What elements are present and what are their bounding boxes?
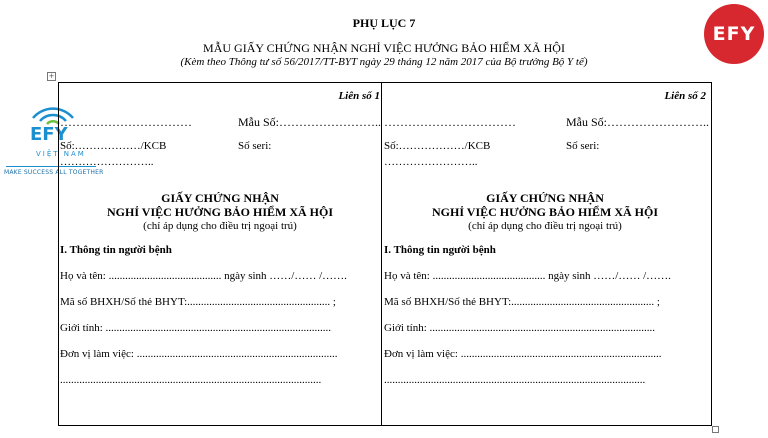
table-move-handle-icon[interactable]: + (48, 72, 55, 80)
efy-logo-text: EFY (712, 23, 756, 45)
page-title: PHỤ LỤC 7 (352, 16, 416, 30)
serial-number: Số seri: (238, 140, 272, 152)
copy-label: Liên số 1 (338, 90, 380, 102)
field-workplace[interactable]: Đơn vị làm việc: ......................................................................... (384, 348, 662, 360)
table-resize-handle-icon[interactable] (712, 426, 719, 433)
cert-scope: (chỉ áp dụng cho điều trị ngoại trú) (143, 220, 297, 232)
field-gender[interactable]: Giới tính: .................................................................................. (384, 322, 656, 334)
cert-subtitle: NGHỈ VIỆC HƯỞNG BẢO HIỂM XÃ HỘI (106, 205, 334, 219)
dots-line: …………………….. (384, 156, 478, 168)
kcb-number: Số:………………/KCB (384, 140, 491, 152)
kcb-number: Số:………………/KCB (60, 140, 167, 152)
cert-scope: (chỉ áp dụng cho điều trị ngoại trú) (468, 220, 622, 232)
field-name-dob[interactable]: Họ và tên: ......................................... ngày sinh ……/…… /……. (60, 270, 347, 282)
form-number: Mẫu Số:…………………….. (238, 115, 382, 129)
dots-line: …………………….. (60, 156, 154, 168)
cert-title: GIẤY CHỨNG NHẬN (161, 191, 279, 205)
field-insurance-number[interactable]: Mã số BHXH/Số thẻ BHYT:.................................................... ; (60, 296, 336, 308)
field-insurance-number[interactable]: Mã số BHXH/Số thẻ BHYT:.................................................... ; (384, 296, 660, 308)
cert-subtitle: NGHỈ VIỆC HƯỞNG BẢO HIỂM XÃ HỘI (431, 205, 659, 219)
watermark-tagline: MAKE SUCCESS ALL TOGETHER (4, 169, 104, 176)
serial-number: Số seri: (566, 140, 600, 152)
org-line: …………………………… (384, 115, 516, 129)
section-heading: I. Thông tin người bệnh (384, 244, 496, 256)
page-subtitle: MẪU GIẤY CHỨNG NHẬN NGHỈ VIỆC HƯỞNG BẢO HIỂM XÃ HỘI (203, 41, 565, 55)
table-column-divider (381, 82, 382, 426)
watermark-sub: VIỆT NAM (36, 150, 86, 158)
field-blank-line[interactable]: ............................................................................................... (60, 374, 322, 386)
copy-label: Liên số 2 (664, 90, 706, 102)
page-note: (Kèm theo Thông tư số 56/2017/TT-BYT ngày 29 tháng 12 năm 2017 của Bộ trưởng Bộ Y tế) (180, 56, 588, 68)
org-line: …………………………… (60, 115, 192, 129)
form-number: Mẫu Số:…………………….. (566, 115, 710, 129)
field-name-dob[interactable]: Họ và tên: ......................................... ngày sinh ……/…… /……. (384, 270, 671, 282)
watermark-text: EFY (30, 124, 68, 145)
cert-title: GIẤY CHỨNG NHẬN (486, 191, 604, 205)
field-blank-line[interactable]: ............................................................................................... (384, 374, 646, 386)
section-heading: I. Thông tin người bệnh (60, 244, 172, 256)
efy-logo (704, 4, 764, 64)
field-workplace[interactable]: Đơn vị làm việc: ......................................................................... (60, 348, 338, 360)
field-gender[interactable]: Giới tính: .................................................................................. (60, 322, 332, 334)
